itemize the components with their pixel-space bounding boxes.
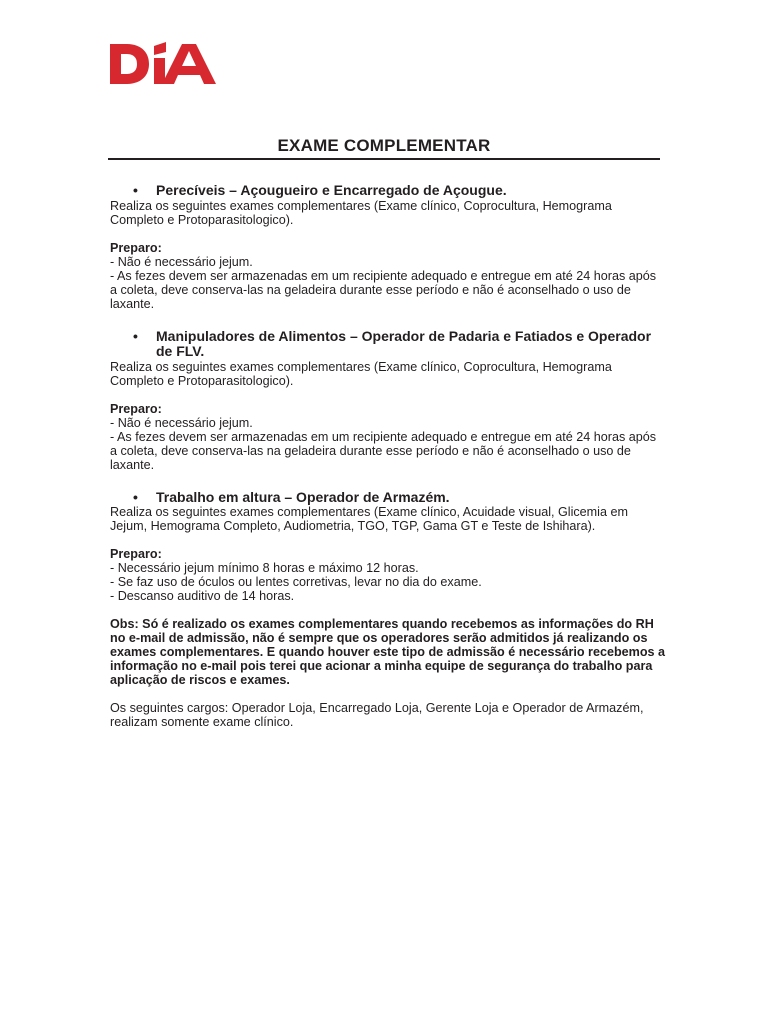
section-heading [110,329,666,360]
section-description: Realiza os seguintes exames complementares (Exame clínico, Acuidade visual, Glicemia em Jejum, Hemograma Completo, Audiometria, TGO, TGP, Gama GT e Teste de Ishihara). [110,505,628,533]
section-description: Realiza os seguintes exames complementares (Exame clínico, Coprocultura, Hemograma Completo e Protoparasitologico). [110,359,612,388]
dia-logo-mark [108,40,220,88]
logo-text [108,88,109,89]
title-divider [108,158,660,160]
preparo-label: Preparo: [110,240,162,255]
preparo-item: - Não é necessário jejum. [110,254,253,269]
section-heading-text: Perecíveis – Açougueiro e Encarregado de Açougue. [156,182,507,198]
preparo-item: - Descanso auditivo de 14 horas. [110,589,295,603]
section-manipuladores [110,329,666,472]
bullet-icon: • [133,327,138,344]
preparo-item: - As fezes devem ser armazenadas em um recipiente adequado e entregue em até 24 horas após a coleta, deve conserva-las na geladeira durante esse período e não é aconselhado o uso de laxante. [110,268,657,311]
obs-note: Obs: Só é realizado os exames complementares quando recebemos as informações do RH no e-mail de admissão, não é sempre que os operadores serão admitidos já realizando os exames complementares. E quando houver este tipo de admissão é necessário recebemos a informação no e-mail pois terei que acionar a minha equipe de segurança do trabalho para aplicação de riscos e exames. [110,617,666,687]
preparo-item: - As fezes devem ser armazenadas em um recipiente adequado e entregue em até 24 horas após a coleta, deve conserva-las na geladeira durante esse período e não é aconselhado o uso de laxante. [110,429,657,472]
section-heading [110,183,666,199]
section-description: Realiza os seguintes exames complementares (Exame clínico, Coprocultura, Hemograma Completo e Protoparasitologico). [110,198,612,227]
preparo-item: - Não é necessário jejum. [110,415,253,430]
closing-note: Os seguintes cargos: Operador Loja, Encarregado Loja, Gerente Loja e Operador de Armazém, realizam somente exame clínico. [110,701,644,729]
preparo-label: Preparo: [110,547,162,561]
section-heading-text: Manipuladores de Alimentos – Operador de Padaria e Fatiados e Operador de FLV. [156,327,652,359]
section-trabalho-altura [110,490,666,604]
document-body [110,180,666,729]
section-heading-text: Trabalho em altura – Operador de Armazém. [156,488,450,505]
preparo-item: - Se faz uso de óculos ou lentes corretivas, levar no dia do exame. [110,575,482,589]
bullet-icon: • [133,488,138,505]
dia-logo [108,40,220,88]
bullet-icon: • [133,182,138,198]
section-heading [110,490,666,506]
page-title: EXAME COMPLEMENTAR [277,136,491,155]
preparo-item: - Necessário jejum mínimo 8 horas e máximo 12 horas. [110,561,419,575]
preparo-label: Preparo: [110,401,162,416]
section-pereciveis [110,183,666,311]
